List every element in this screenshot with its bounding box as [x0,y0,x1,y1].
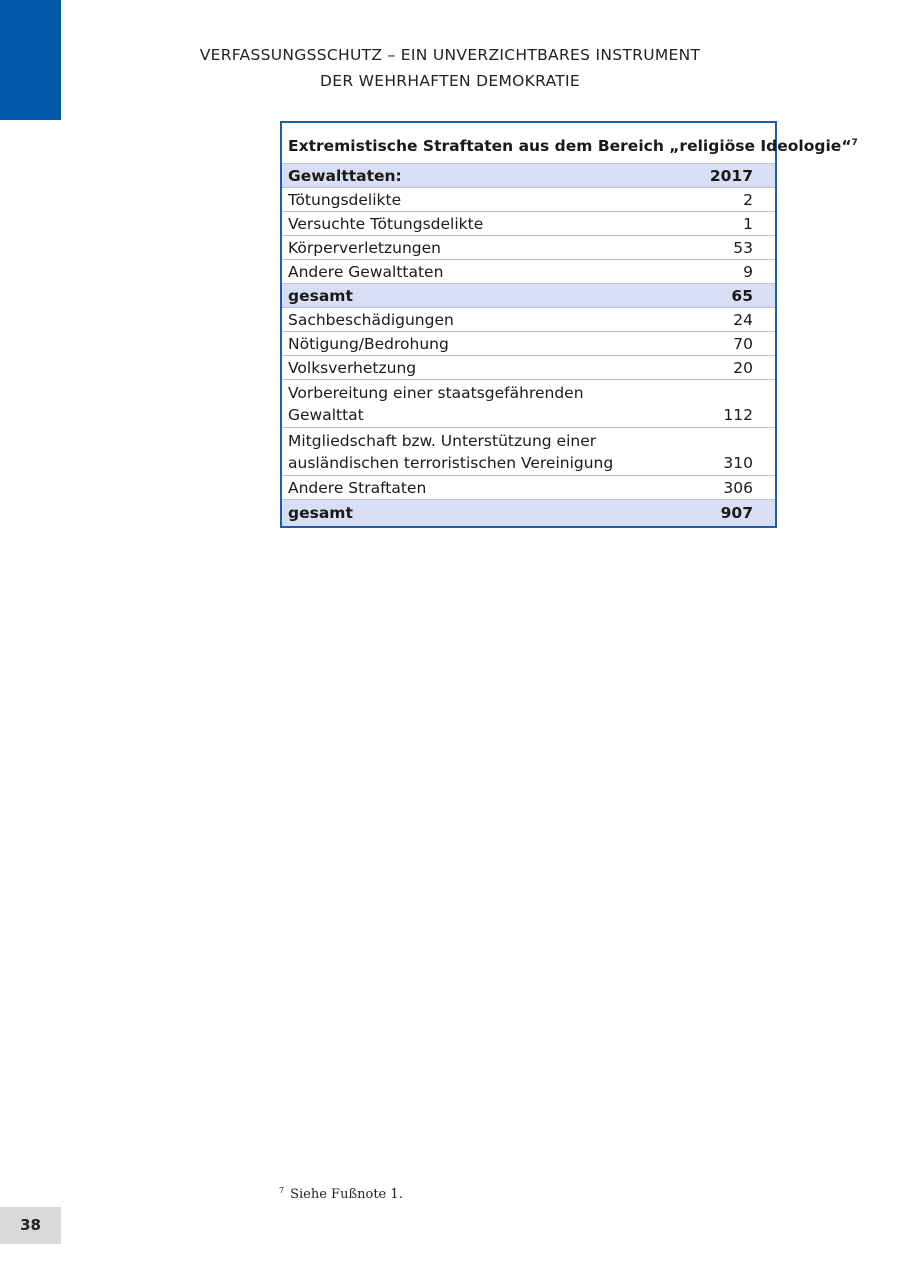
subtotal-row [282,284,775,308]
running-header-line-2: DER WEHRHAFTEN DEMOKRATIE [320,72,580,90]
row-label: Nötigung/Bedrohung [288,335,449,353]
page-number: 38 [0,1207,61,1244]
row-label: Andere Gewalttaten [288,263,444,281]
footnote-text: Siehe Fußnote 1. [290,1187,403,1202]
table-title-footnote-ref: 7 [851,138,858,148]
statistics-table [280,121,858,528]
row-value: 20 [733,359,753,377]
table-header-row [282,164,775,188]
table-title [282,123,858,164]
table-row [282,380,775,428]
row-label-line: Vorbereitung einer staatsgefährenden [288,384,584,402]
table-title-text: Extremistische Straftaten aus dem Bereich „religiöse Ideologie“ [288,137,852,155]
row-value: 70 [733,335,753,353]
row-value: 53 [733,239,753,257]
header-year: 2017 [709,167,753,185]
row-label [288,430,693,474]
header-label: Gewalttaten: [288,167,402,185]
row-value: 112 [723,406,753,424]
running-header [150,42,750,94]
running-header-line-1: VERFASSUNGSSCHUTZ – EIN UNVERZICHTBARES INSTRUMENT [199,46,701,64]
footnote [279,1186,403,1202]
row-value: 65 [731,287,753,305]
table-row [282,260,775,284]
row-value: 907 [720,504,753,522]
row-label-line: ausländischen terroristischen Vereinigung [288,454,614,472]
total-row [282,500,775,526]
table-row [282,332,775,356]
table-row [282,236,775,260]
table-row [282,212,775,236]
row-label: Körperverletzungen [288,239,441,257]
row-value: 2 [743,191,753,209]
row-label-line: Mitgliedschaft bzw. Unterstützung einer [288,432,597,450]
table-row [282,356,775,380]
footnote-number: 7 [279,1186,285,1195]
row-label: gesamt [288,504,353,522]
table-row [282,428,775,476]
row-value: 306 [723,479,753,497]
row-label: Volksverhetzung [288,359,417,377]
row-label [288,382,693,426]
row-label: Tötungsdelikte [288,191,402,209]
table-row [282,476,775,500]
row-label: Andere Straftaten [288,479,427,497]
row-value: 1 [743,215,753,233]
row-value: 310 [723,454,753,472]
row-label: gesamt [288,287,353,305]
row-label: Versuchte Tötungsdelikte [288,215,484,233]
row-label: Sachbeschädigungen [288,311,454,329]
chapter-color-tab [0,0,61,120]
row-value: 9 [743,263,753,281]
table-row [282,308,775,332]
row-label-line: Gewalttat [288,406,364,424]
row-value: 24 [733,311,753,329]
table-row [282,188,775,212]
